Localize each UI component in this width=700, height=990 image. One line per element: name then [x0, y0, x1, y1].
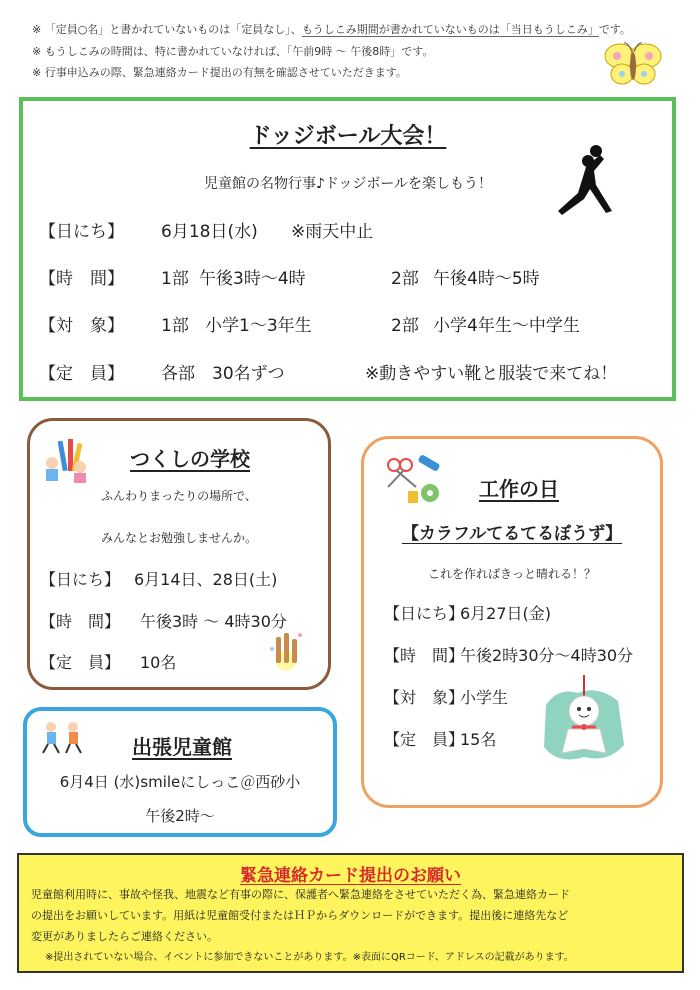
- date-label: 【日にち】: [384, 604, 465, 623]
- capacity-label: 【定 員】: [384, 730, 465, 749]
- note-1-text-c: 「当日もうしこみ」: [499, 23, 599, 36]
- capacity-label: 【定 員】: [39, 364, 124, 384]
- clothing-note: ※動きやすい靴と服装で来てね！: [365, 364, 618, 384]
- date-value: 6月14日、28日(土): [134, 570, 278, 589]
- target-part-2-value: 小学4年生～中学生: [433, 316, 580, 336]
- note-1-text-d: です。: [598, 23, 631, 36]
- date-label: 【日にち】: [39, 222, 124, 242]
- time-label: 【時 間】: [40, 612, 121, 631]
- note-1-text-a: ※ 「定員○名」と書かれていないものは「定員なし」、: [32, 23, 302, 36]
- time-part-1-label: 1部: [161, 269, 189, 289]
- tsukushi-panel: [27, 418, 331, 690]
- capacity-label: 【定 員】: [40, 653, 121, 672]
- tsukushi-desc-2: みんなとお勉強しませんか。: [100, 531, 257, 545]
- capacity-value: 各部 30名ずつ: [161, 364, 285, 384]
- emergency-card-panel: [17, 853, 684, 973]
- shuccho-title: 出張児童館: [132, 735, 232, 759]
- time-value: 午後2時30分～4時30分: [460, 646, 634, 665]
- time-label: 【時 間】: [384, 646, 465, 665]
- time-part-2-label: 2部: [391, 269, 419, 289]
- teru-teru-bozu-icon: [538, 675, 630, 771]
- dodgeball-date-row: [39, 217, 659, 241]
- time-label: 【時 間】: [39, 269, 124, 289]
- dodgeball-panel: [19, 97, 676, 401]
- date-label: 【日にち】: [40, 570, 121, 589]
- kousaku-title: 工作の日: [479, 477, 559, 501]
- emergency-title: 緊急連絡カード提出のお願い: [240, 866, 461, 886]
- horsetail-sprout-icon: [266, 627, 306, 671]
- emergency-note: ※提出されていない場合、イベントに参加できないことがあります。※表面にQRコード、アドレスの記載があります。: [45, 952, 574, 963]
- craft-tools-icon: [384, 455, 448, 505]
- kousaku-subtitle: 【カラフルてるてるぼうず】: [401, 524, 623, 544]
- note-line-1: [32, 20, 631, 39]
- shuccho-panel: [23, 707, 337, 837]
- kousaku-date-row: [384, 601, 654, 625]
- kousaku-time-row: [384, 643, 654, 667]
- kousaku-panel: [361, 436, 663, 808]
- target-label: 【対 象】: [39, 316, 124, 336]
- shuccho-line-1: 6月4日 (水)smileにしっこ＠西砂小: [59, 773, 301, 791]
- shuccho-line-2: 午後2時～: [145, 807, 215, 825]
- target-label: 【対 象】: [384, 688, 465, 707]
- note-line-3: ※ 行事申込みの際、緊急連絡カード提出の有無を確認させていただきます。: [32, 66, 407, 79]
- dodgeball-capacity-row: [39, 359, 659, 383]
- kousaku-desc: これを作ればきっと晴れる！？: [427, 567, 596, 581]
- note-1-text-b: もうしこみ期間が書かれていないものは: [301, 23, 500, 36]
- dodgeball-subtitle: 児童館の名物行事♪ドッジボールを楽しもう！: [203, 176, 493, 192]
- target-part-2-label: 2部: [391, 316, 419, 336]
- time-part-1-value: 午後3時～4時: [199, 269, 306, 289]
- dodgeball-title: ドッジボール大会！: [249, 124, 447, 149]
- emergency-body-1: 児童館利用時に、事故や怪我、地震など有事の際に、保護者へ緊急連絡をさせていただく為、緊急連絡カード: [31, 888, 570, 901]
- target-part-1-label: 1部: [161, 316, 189, 336]
- dodgeball-player-icon: [548, 141, 623, 223]
- tsukushi-desc-1: ふんわりまったりの場所で、: [101, 489, 257, 503]
- date-value: 6月18日(水): [161, 222, 258, 242]
- tsukushi-date-row: [40, 567, 330, 591]
- date-value: 6月27日(金): [460, 604, 552, 623]
- emergency-body-2: の提出をお願いしています。用紙は児童館受付またはＨＰからダウンロードができます。提出後に連絡先など: [31, 909, 569, 922]
- butterfly-icon: [602, 40, 664, 90]
- rain-cancel-note: ※雨天中止: [291, 222, 374, 242]
- children-crayons-icon: [42, 435, 90, 483]
- note-line-2: ※ もうしこみの時間は、特に書かれていなければ、「午前9時 ～ 午後8時」です。: [32, 45, 434, 58]
- capacity-value: 10名: [140, 653, 177, 672]
- target-part-1-value: 小学1～3年生: [205, 316, 312, 336]
- tsukushi-title: つくしの学校: [130, 447, 250, 471]
- dodgeball-time-row: [39, 264, 659, 288]
- running-children-icon: [39, 719, 87, 757]
- capacity-value: 15名: [460, 730, 497, 749]
- emergency-body-3: 変更がありましたらご連絡ください。: [31, 930, 218, 943]
- time-value: 午後3時 ～ 4時30分: [140, 612, 287, 631]
- time-part-2-value: 午後4時～5時: [433, 269, 540, 289]
- target-value: 小学生: [460, 688, 509, 707]
- dodgeball-target-row: [39, 311, 659, 335]
